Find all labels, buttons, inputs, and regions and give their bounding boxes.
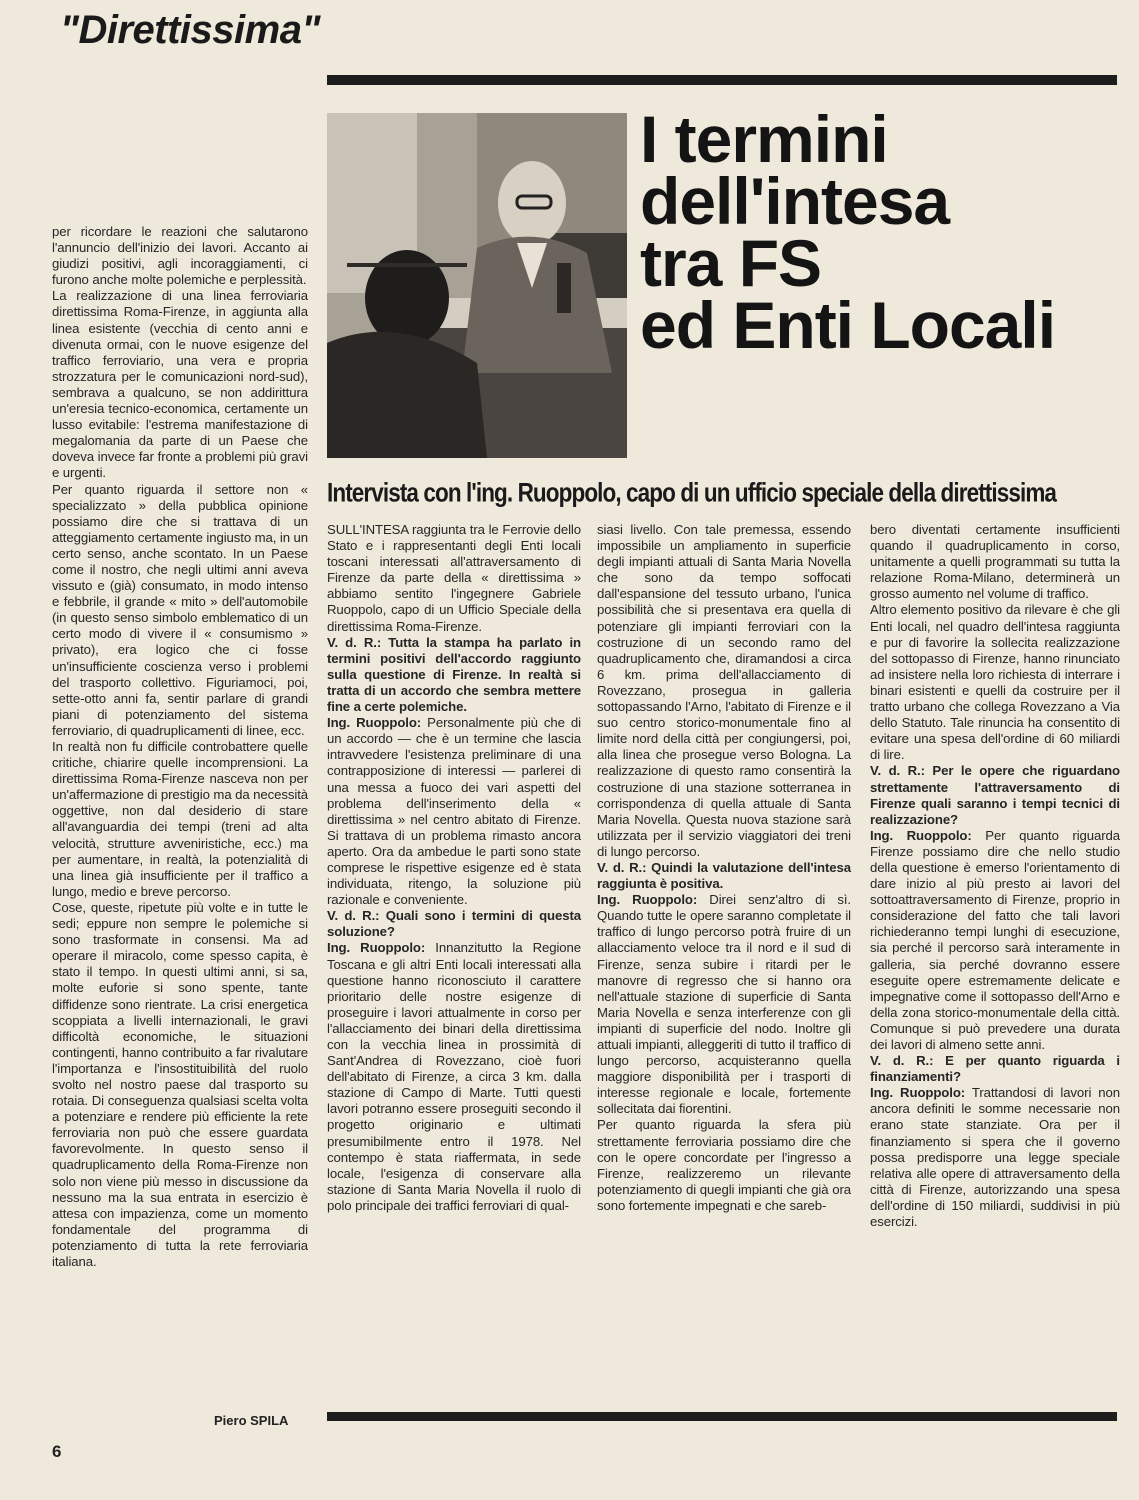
answer-1-text: Personalmente più che di un accordo — che è un termine che lascia intravvedere l'esistenza preliminare di una contrapposizione di interessi — parlerei di una messa a fuoco dei vari aspetti del problema dell'inserimento della « direttissima » nel centro abitato di Firenze. Si trattava di un problema rimasto ancora aperto. Ora da ambedue le parti sono state comprese le rispettive esigenze ed è stata individuata, ritengo, la soluzione più razionale e conveniente. <box>327 715 581 908</box>
page-number: 6 <box>52 1442 62 1461</box>
answer-3-continued: bero diventati certamente insufficienti quando il quadruplicamento in corso, unitamente a quelli programmati su tutta la relazione Roma-Milano, determinerà un grosso aumento nel volume di traffico. <box>870 522 1120 602</box>
answer-2-text: Innanzitutto la Regione Toscana e gli altri Enti locali interessati alla questione hanno riconosciuto il carattere prioritario delle nostre esigenze di proseguire i lavori attualmente in corso per l'allacciamento dei binari della direttissima con la vecchia linea in prossimità di Sant'Andrea di Rovezzano, cioè fuori dell'abitato di Firenze, a circa 3 km. dalla stazione di Campo di Marte. Tutti questi lavori potranno essere proseguiti secondo il progetto originario e ultimati presumibilmente entro il 1978. Nel contempo è stata riaffermata, in sede locale, l'esigenza di conservare alla stazione di Santa Maria Novella il ruolo di polo principale dei traffici ferroviari di qual- <box>327 940 581 1213</box>
section-title: "Direttissima" <box>60 8 320 52</box>
headline <box>640 102 1120 362</box>
question-2: V. d. R.: Quali sono i termini di questa soluzione? <box>327 908 581 940</box>
question-1: V. d. R.: Tutta la stampa ha parlato in termini positivi dell'accordo raggiunto sulla questione di Firenze. In realtà si tratta di un accordo che sembra mettere fine a certe polemiche. <box>327 634 581 715</box>
author-byline: Piero SPILA <box>214 1413 289 1428</box>
answer-5 <box>870 1085 1120 1230</box>
headline-line-1: I termini <box>640 102 888 176</box>
answer-4-text: Per quanto riguarda Firenze possiamo dire che nello studio della questione è emerso l'orientamento di dare inizio al più presto ai lavori del sottoattraversamento di Firenze, proprio in considerazione del fatto che tali lavori richiederanno tempi lunghi di esecuzione, sia perché il percorso sarà interamente in galleria, sia perché dovranno essere eseguite opere estremamente delicate e impegnative come il sottopasso dell'Arno e della zona storico-monumentale della città. Comunque si può prevedere una durata dei lavori di almeno sette anni. <box>870 827 1120 1052</box>
question-5: V. d. R.: E per quanto riguarda i finanziamenti? <box>870 1053 1120 1085</box>
interview-photo <box>327 113 627 458</box>
interview-intro: SULL'INTESA raggiunta tra le Ferrovie dello Stato e i rappresentanti degli Enti locali toscani interessati all'attraversamento di Firenze da parte della « direttissima » abbiamo sentito l'ingegnere Gabriele Ruoppolo, capo di un Ufficio Speciale della direttissima Roma-Firenze. <box>327 522 581 634</box>
intro-column <box>52 224 308 1270</box>
answer-2 <box>327 940 581 1214</box>
interview-column-2 <box>597 522 851 1214</box>
interview-column-1 <box>327 522 581 1214</box>
bottom-rule <box>327 1412 1117 1421</box>
answer-1-speaker: Ing. Ruoppolo: <box>327 715 422 731</box>
top-rule <box>327 75 1117 85</box>
intro-column-text: per ricordare le reazioni che salutarono l'annuncio dell'inizio dei lavori. Accanto ai giudizi positivi, agli incoraggiamenti, ci furono anche molte polemiche e perplessità. La realizzazione di una linea ferroviaria direttissima Roma-Firenze, in aggiunta alla linea esistente (vecchia di cento anni e divenuta ormai, con le nuove esigenze del traffico ferroviario, una vera e propria strozzatura per le comunicazioni nord-sud), sembrava a qualcuno, se non addirittura un'eresia tecnico-economica, certamente un lusso evitabile: l'estrema manifestazione di megalomania da parte di un Paese che doveva invece far fronte a problemi più gravi e urgenti. Per quanto riguarda il settore non « specializzato » della pubblica opinione possiamo dire che si trattava di un atteggiamento certamente ingiusto ma, in un certo senso, anche scontato. In un Paese come il nostro, che negli ultimi anni aveva vissuto e (già) consumato, in modo intenso e febbrile, il grande « mito » dell'automobile (in questo senso simbolo emblematico di un certo modo di vivere il « consumismo » privato), era logico che ci fosse un'insufficiente coscienza verso i problemi del trasporto collettivo. Figuriamoci, poi, sette-otto anni fa, sentir parlare di grandi piani di potenziamento del sistema ferroviario, di quadruplicamenti di linee, ecc. In realtà non fu difficile controbattere quelle critiche, chiarire quelle incomprensioni. La direttissima Roma-Firenze nasceva non per un'affermazione di prestigio ma da necessità oggettive, non dal desiderio di stare all'avanguardia dei tempi (treni ad alta velocità, strutture avveniristiche, ecc.) ma per aumentare, in realtà, la potenzialità di una linea già insufficiente per il traffico a lungo, medio e breve percorso. Cose, queste, ripetute più volte e in tutte le sedi; eppure non sempre le polemiche si sono trasformate in consensi. Ma ad operare il miracolo, come spesso capita, è stato il tempo. In questi ultimi anni, si sa, molte euforie si sono spente, tante diffidenze sono rientrate. La crisi energetica scoppiata a livelli internazionali, le gravi difficoltà economiche, le situazioni contingenti, hanno contribuito a far rivalutare l'importanza e l'insostituibilità del ruolo svolto nel nostro paese dal trasporto su rotaia. Di conseguenza qualsiasi scelta volta a potenziare e rendere più efficiente la rete ferroviaria non può che essere guardata favorevolmente. In questo senso il quadruplicamento della Roma-Firenze non solo non viene più messo in discussione da nessuno ma la sua entrata in esercizio è attesa con impazienza, come un momento fondamentale del programma di potenziamento di tutta la rete ferroviaria italiana. <box>52 224 308 1269</box>
answer-1 <box>327 715 581 908</box>
question-3: V. d. R.: Quindi la valutazione dell'intesa raggiunta è positiva. <box>597 859 851 892</box>
answer-5-speaker: Ing. Ruoppolo: <box>870 1085 966 1101</box>
headline-line-4: ed Enti Locali <box>640 288 1056 362</box>
answer-4 <box>870 828 1120 1053</box>
answer-2-speaker: Ing. Ruoppolo: <box>327 940 426 956</box>
answer-2-continued: siasi livello. Con tale premessa, essendo impossibile un ampliamento in superficie degli impianti attuali di Santa Maria Novella che sono da tempo soffocati dall'espansione del tessuto urbano, l'unica possibilità che si presentava era quella di potenziare gli impianti ferroviari con la costruzione di un secondo ramo del quadruplicamento che, diramandosi a circa 6 km. prima dell'allacciamento di Rovezzano, prosegua in galleria sottopassando l'Arno, l'abitato di Firenze e il suo centro storico-monumentale fino al limite nord della città per congiungersi, poi, alla linea che prosegue verso Bologna. La realizzazione di questo ramo consentirà la costruzione di una stazione sotterranea in corrispondenza di quella attuale di Santa Maria Novella. Questa nuova stazione sarà utilizzata per il servizio viaggiatori dei treni di lungo percorso. <box>597 522 851 859</box>
headline-line-2: dell'intesa <box>640 164 950 238</box>
answer-5-text: Trattandosi di lavori non ancora definiti le somme necessarie non erano state stanziate. Ora per il finanziamento si spera che il governo possa predisporre una legge speciale relativa alle opere di attraversamento della città di Firenze, autorizzando una spesa dell'ordine di 150 miliardi, suddivisi in più esercizi. <box>870 1085 1120 1230</box>
question-4: V. d. R.: Per le opere che riguardano strettamente l'attraversamento di Firenze quali saranno i tempi tecnici di realizzazione? <box>870 763 1120 827</box>
answer-3-paragraph-2: Per quanto riguarda la sfera più strettamente ferroviaria possiamo dire che con le opere concordate per l'ingresso a Firenze, realizzeremo un rilevante potenziamento di quegli impianti che già ora sono fortemente impegnati e che sareb- <box>597 1117 851 1213</box>
headline-line-3: tra FS <box>640 226 822 300</box>
subheadline: Intervista con l'ing. Ruoppolo, capo di un ufficio speciale della direttissima <box>327 478 1057 508</box>
answer-3-speaker: Ing. Ruoppolo: <box>597 892 698 908</box>
answer-4-speaker: Ing. Ruoppolo: <box>870 827 972 843</box>
answer-3-paragraph-3: Altro elemento positivo da rilevare è che gli Enti locali, nel quadro dell'intesa raggiunta e pur di favorire la sollecita realizzazione del sottopasso di Firenze, hanno rinunciato ad insistere nella loro richiesta di interrare i binari esistenti e quelli da costruire per il tratto urbano che collega Rovezzano a Via dello Statuto. Tale rinuncia ha consentito di evitare una spesa dell'ordine di 60 miliardi di lire. <box>870 602 1120 763</box>
answer-3 <box>597 892 851 1117</box>
interview-column-3 <box>870 522 1120 1230</box>
answer-3-text: Direi senz'altro di sì. Quando tutte le opere saranno completate il traffico di lungo percorso potrà fruire di un allacciamento veloce tra il nord e il sud di Firenze, senza subire i ritardi per le manovre di regresso che si hanno ora nell'attuale stazione di superficie di Santa Maria Novella e senza interferenze con gli impianti di superficie del nodo. Inoltre gli attuali impianti, alleggeriti di tutto il traffico di lungo percorso, acquisteranno quella maggiore disponibilità per i trasporti di interesse regionale e locale, fortemente sollecitata dai fiorentini. <box>597 892 851 1117</box>
